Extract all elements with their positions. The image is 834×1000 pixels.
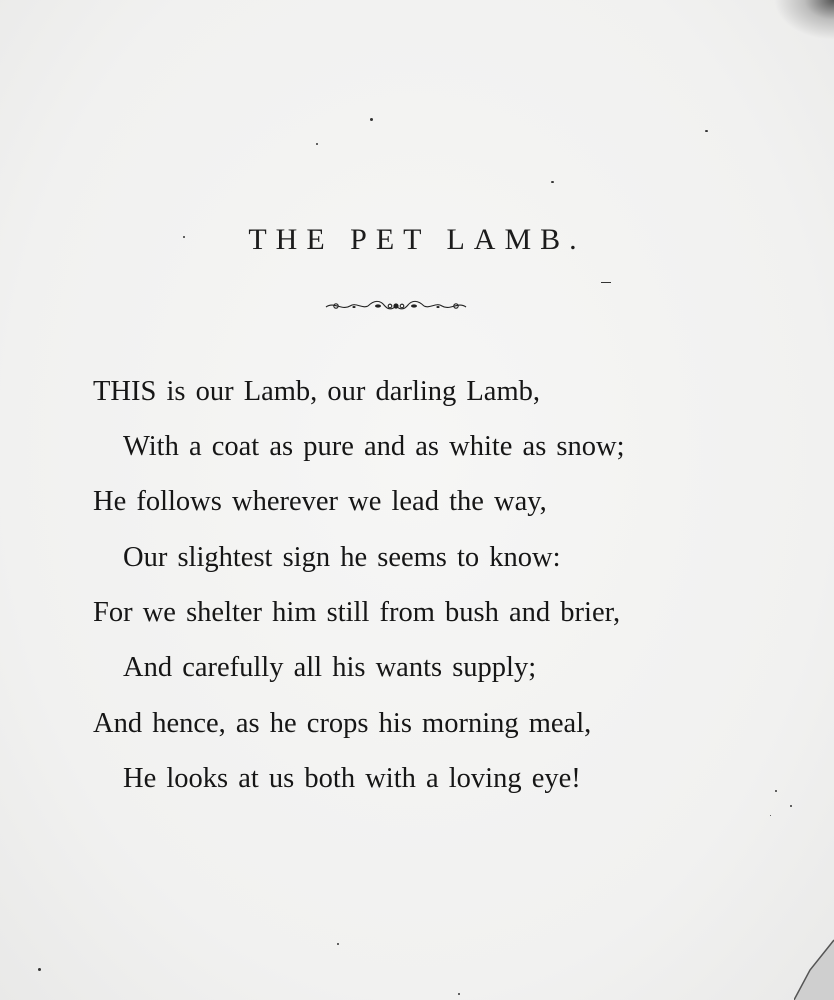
poem-line: THIS is our Lamb, our darling Lamb,: [93, 376, 541, 407]
page-corner-fold: [794, 930, 834, 1000]
paper-speck: [601, 282, 611, 283]
paper-speck: [770, 815, 771, 816]
poem-line: And carefully all his wants supply;: [123, 652, 537, 683]
poem-line: He follows wherever we lead the way,: [93, 486, 547, 517]
poem-line: Our slightest sign he seems to know:: [123, 542, 561, 573]
paper-speck: [551, 181, 554, 183]
paper-speck: [316, 143, 318, 145]
paper-speck: [705, 130, 708, 132]
poem-title: THE PET LAMB.: [248, 223, 586, 257]
poem-line: For we shelter him still from bush and brier,: [93, 597, 621, 628]
paper-speck: [790, 805, 792, 807]
poem-line: And hence, as he crops his morning meal,: [93, 708, 592, 739]
paper-speck: [183, 236, 185, 238]
poem-line: With a coat as pure and as white as snow;: [123, 431, 625, 462]
paper-speck: [775, 790, 777, 792]
decorative-flourish-icon: [324, 297, 468, 315]
paper-speck: [337, 943, 339, 945]
poem-line: He looks at us both with a loving eye!: [123, 763, 581, 794]
paper-speck: [370, 118, 373, 121]
paper-speck: [458, 993, 460, 995]
page-corner-shadow: [774, 0, 834, 40]
paper-speck: [38, 968, 41, 971]
